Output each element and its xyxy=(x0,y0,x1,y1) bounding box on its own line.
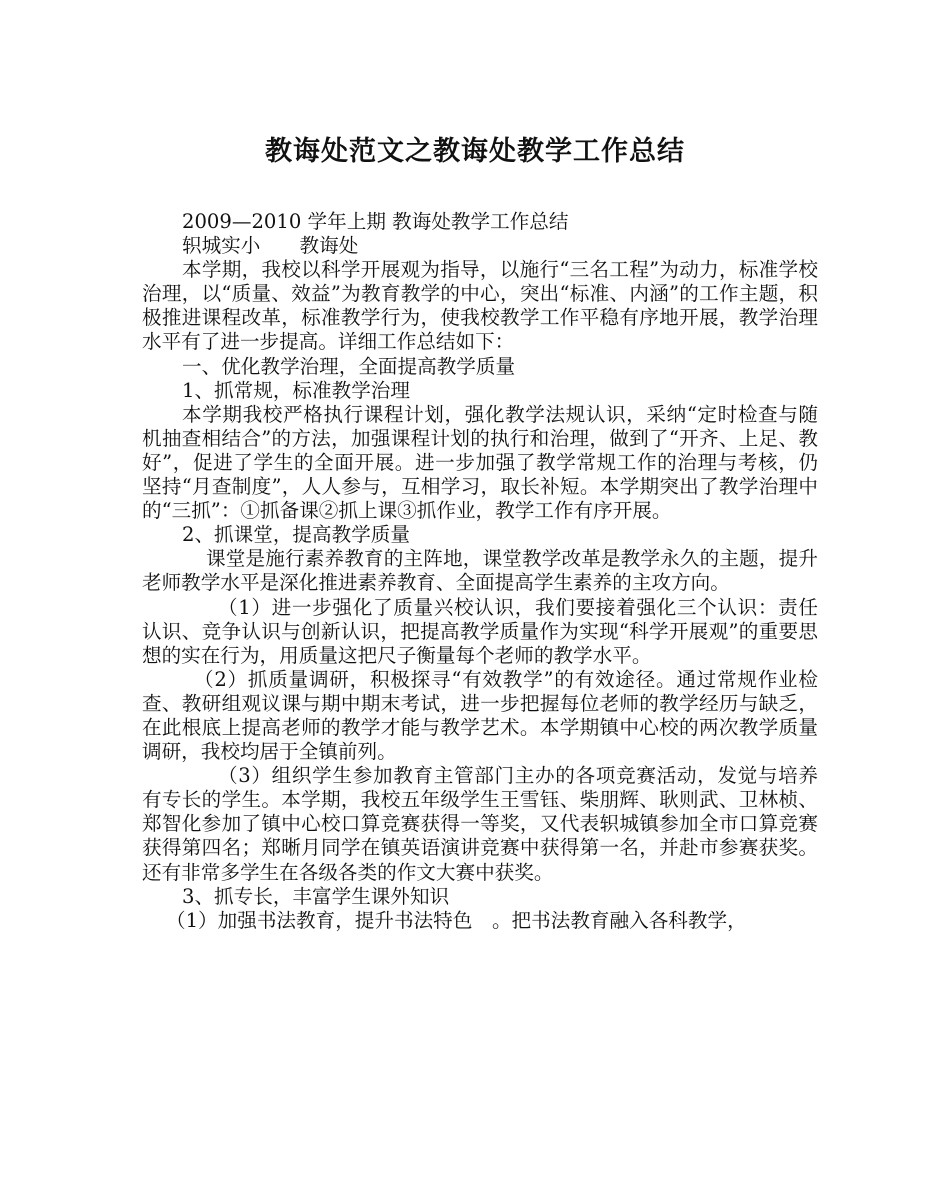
subsection-heading: 2、抓课堂，提高教学质量 xyxy=(182,523,410,547)
author-line: 轵城实小 教诲处 xyxy=(182,234,359,258)
paragraph: 本学期，我校以科学开展观为指导，以施行“三名工程”为动力，标准学校治理，以“质量、效益”为教育教学的中心，突出“标准、内涵”的工作主题，积极推进课程改革，标准教学行为，使我校教学工作平稳有序地开展，教学治理水平有了进一步提高。详细工作总结如下： xyxy=(142,258,818,354)
paragraph: 课堂是施行素养教育的主阵地，课堂教学改革是教学永久的主题，提升老师教学水平是深化推进素养教育、全面提高学生素养的主攻方向。 xyxy=(142,547,818,595)
document-body xyxy=(142,210,818,933)
paragraph: （3）组织学生参加教育主管部门主办的各项竞赛活动，发觉与培养有专长的学生。本学期，我校五年级学生王雪钰、柴朋辉、耿则武、卫林桢、郑智化参加了镇中心校口算竞赛获得一等奖，又代表轵城镇参加全市口算竞赛获得第四名；郑晰月同学在镇英语演讲竞赛中获得第一名，并赴市参赛获奖。还有非常多学生在各级各类的作文大赛中获奖。 xyxy=(142,764,818,884)
paragraph: （1）进一步强化了质量兴校认识，我们要接着强化三个认识：责任认识、竞争认识与创新认识，把提高教学质量作为实现“科学开展观”的重要思想的实在行为，用质量这把尺子衡量每个老师的教学水平。 xyxy=(142,595,818,667)
paragraph: （2）抓质量调研，积极探寻“有效教学”的有效途径。通过常规作业检查、教研组观议课与期中期末考试，进一步把握每位老师的教学经历与缺乏，在此根底上提高老师的教学才能与教学艺术。本学期镇中心校的两次教学质量调研，我校均居于全镇前列。 xyxy=(142,667,818,764)
section-heading: 一、优化教学治理，全面提高教学质量 xyxy=(182,354,516,378)
document-title: 教诲处范文之教诲处教学工作总结 xyxy=(265,136,685,167)
paragraph: 本学期我校严格执行课程计划，强化教学法规认识，采纳“定时检查与随机抽查相结合”的方法，加强课程计划的执行和治理，做到了“开齐、上足、教好”，促进了学生的全面开展。进一步加强了教学常规工作的治理与考核，仍坚持“月查制度”，人人参与，互相学习，取长补短。本学期突出了教学治理中的“三抓”：①抓备课②抓上课③抓作业，教学工作有序开展。 xyxy=(142,402,818,523)
subsection-heading: 3、抓专长，丰富学生课外知识 xyxy=(182,884,450,908)
subsection-heading: 1、抓常规，标准教学治理 xyxy=(182,378,410,402)
subtitle-line: 2009—2010 学年上期 教诲处教学工作总结 xyxy=(182,210,569,233)
paragraph: （1）加强书法教育，提升书法特色 。把书法教育融入各科教学， xyxy=(166,908,747,932)
